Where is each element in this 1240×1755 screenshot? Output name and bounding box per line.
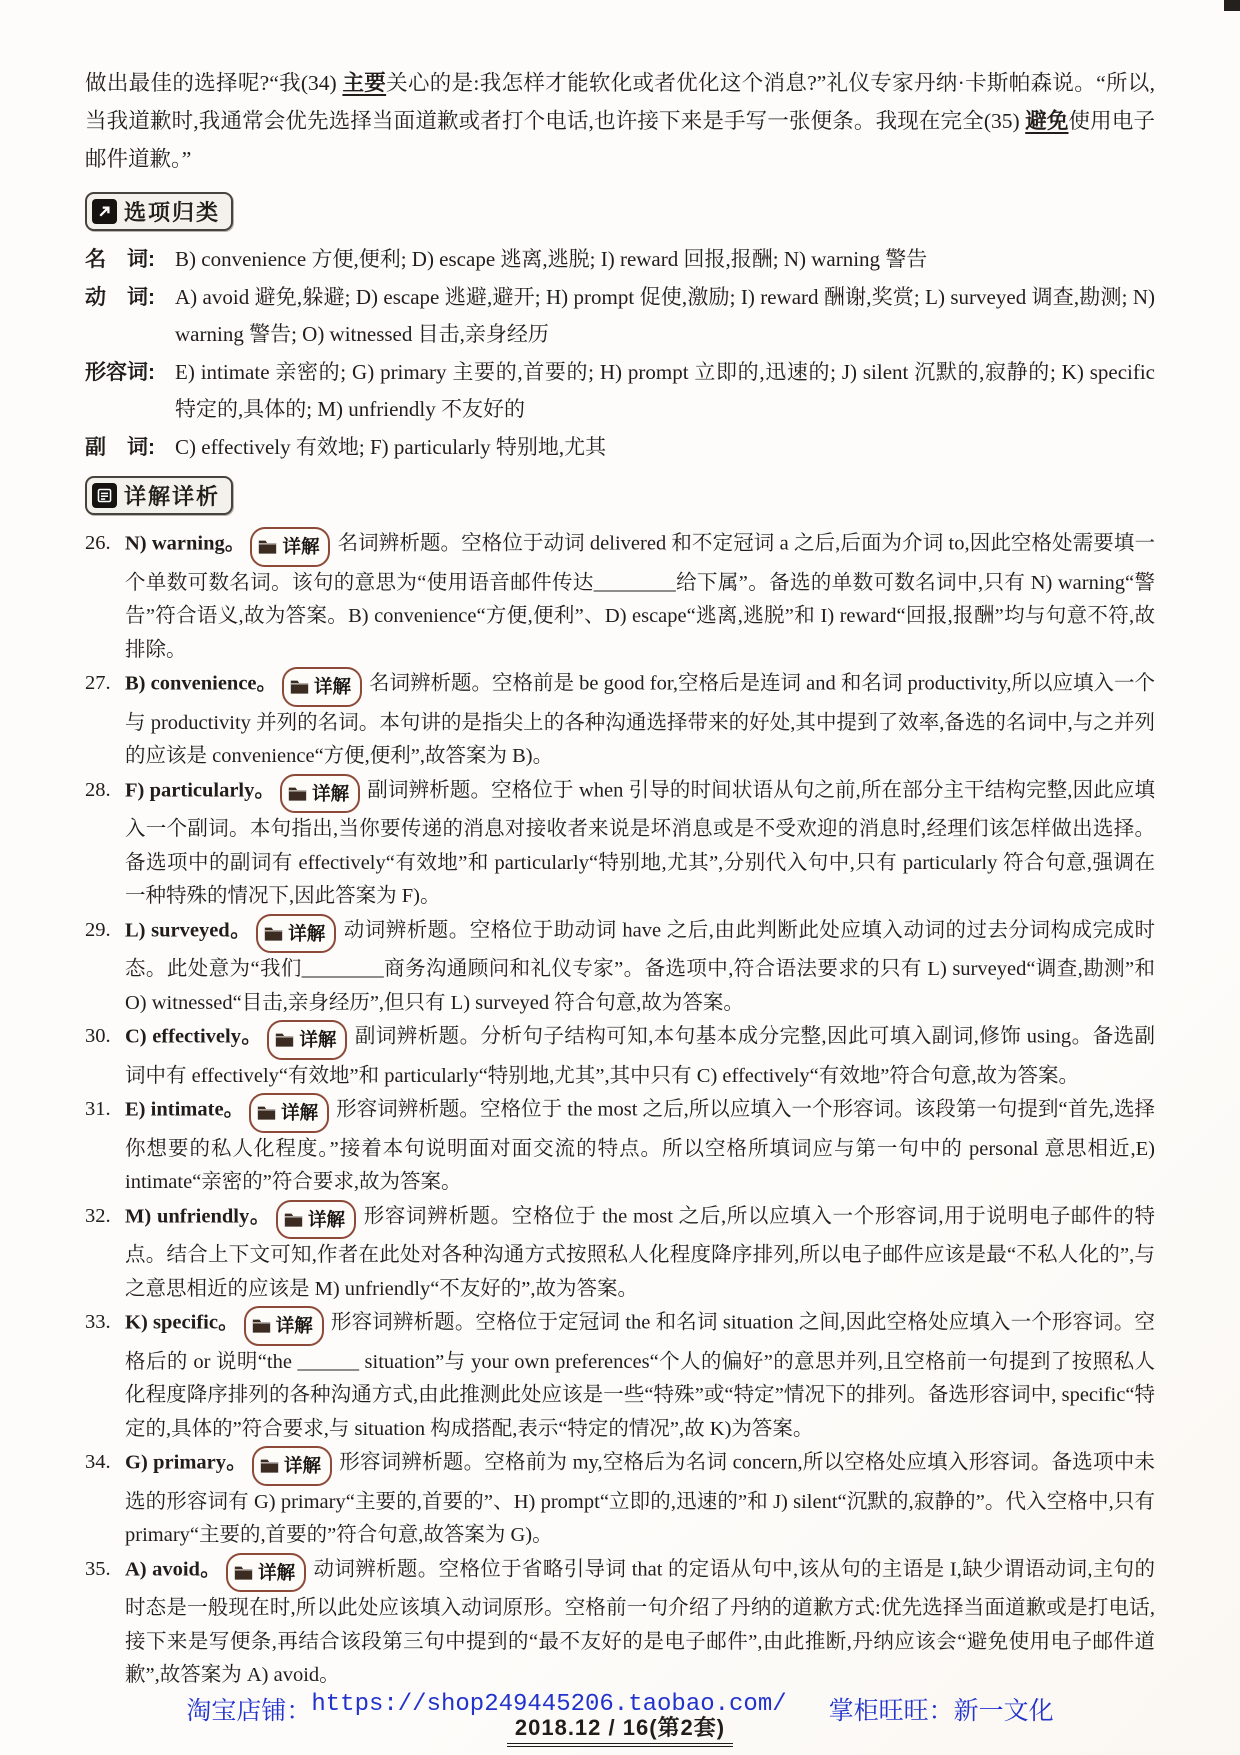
word-class-options: E) intimate 亲密的; G) primary 主要的,首要的; H) prompt 立即的,迅速的; J) silent 沉默的,寂静的; K) specific 特定的,具体的; M) unfriendly 不友好的	[175, 359, 1155, 421]
detail-badge-label: 详解	[308, 1208, 346, 1230]
intro-paragraph	[85, 64, 1155, 178]
text-run: 做出最佳的选择呢?“我(34)	[85, 71, 343, 95]
section-title-analysis: 详解详析	[124, 484, 221, 509]
item-answer: M) unfriendly。	[125, 1204, 272, 1227]
item-number: 32.	[85, 1204, 111, 1227]
item-explanation: 动词辨析题。空格位于省略引导词 that 的定语从句中,该从句的主语是 I,缺少谓语动词,主句的时态是一般现在时,所以此处应该填入动词原形。空格前一句介绍了丹纳的道歉方式:优先选择当面道歉或是打电话,接下来是写便条,再结合该段第三句中提到的“最不友好的是电子邮件”,由此推断,丹纳应该会“避免使用电子邮件道歉”,故答案为 A) avoid。	[125, 1557, 1155, 1686]
explanation-item	[85, 914, 1155, 1021]
item-answer: K) specific。	[125, 1311, 239, 1334]
section-title-options: 选项归类	[124, 200, 221, 225]
detail-badge-label: 详解	[283, 1455, 321, 1476]
detail-badge	[244, 1306, 324, 1346]
detail-badge-label: 详解	[299, 1029, 337, 1050]
taobao-shop-url: https://shop249445206.taobao.com/	[311, 1691, 787, 1718]
word-class-row	[85, 429, 1155, 467]
folder-icon	[234, 1565, 253, 1580]
item-answer: N) warning。	[125, 532, 246, 555]
explanation-item	[85, 527, 1155, 667]
item-number: 31.	[85, 1098, 111, 1120]
item-answer: F) particularly。	[125, 778, 276, 801]
word-class-row	[85, 241, 1155, 279]
item-answer: G) primary。	[125, 1451, 247, 1474]
item-answer: E) intimate。	[125, 1098, 245, 1121]
detail-badge-label: 详解	[314, 676, 352, 697]
word-class-options: B) convenience 方便,便利; D) escape 逃离,逃脱; I) reward 回报,报酬; N) warning 警告	[175, 247, 928, 271]
item-explanation: 形容词辨析题。空格位于 the most 之后,所以应填入一个形容词,用于说明电子邮件的特点。结合上下文可知,作者在此处对各种沟通方式按照私人化程度降序排列,所以电子邮件应该是最“不私人化的”,与之意思相近的应该是 M) unfriendly“不友好的”,故为答案。	[125, 1204, 1155, 1300]
explanation-item	[85, 1553, 1155, 1693]
item-explanation: 形容词辨析题。空格前为 my,空格后为名词 concern,所以空格处应填入形容词。备选项中未选的形容词有 G) primary“主要的,首要的”、H) prompt“立即的,迅速的”和 J) silent“沉默的,寂静的”。代入空格中,只有 primary“主要的,首要的”符合句意,故答案为 G)。	[125, 1451, 1155, 1546]
folder-icon	[275, 1032, 294, 1047]
item-number: 34.	[85, 1451, 111, 1473]
folder-icon	[290, 679, 309, 694]
item-explanation: 名词辨析题。空格前是 be good for,空格后是连词 and 和名词 productivity,所以应填入一个与 productivity 并列的名词。本句讲的是指尖上的各种沟通选择带来的好处,其中提到了效率,备选的名词中,与之并列的应该是 convenience“方便,便利”,故答案为 B)。	[125, 672, 1155, 767]
detail-badge	[276, 1200, 356, 1240]
detail-badge	[280, 774, 360, 814]
detail-badge	[252, 1446, 332, 1486]
item-answer: C) effectively。	[125, 1025, 263, 1048]
item-number: 35.	[85, 1557, 111, 1580]
detail-badge	[282, 667, 362, 707]
word-class-row	[85, 279, 1155, 354]
spacer	[787, 1691, 829, 1727]
word-class-label: 形容词:	[85, 360, 155, 384]
scan-corner-mark	[1224, 0, 1240, 11]
detail-badge-label: 详解	[288, 922, 326, 944]
item-answer: A) avoid。	[125, 1557, 222, 1580]
item-number: 26.	[85, 532, 111, 554]
folder-icon	[257, 1105, 276, 1120]
detail-badge	[256, 914, 336, 954]
detail-badge	[249, 1093, 329, 1133]
detail-badge	[250, 527, 330, 567]
explanation-item	[85, 667, 1155, 774]
word-class-label: 动 词:	[85, 285, 155, 309]
detail-badge	[267, 1020, 347, 1060]
item-number: 33.	[85, 1311, 111, 1333]
item-number: 27.	[85, 672, 111, 694]
detail-badge-label: 详解	[312, 782, 350, 804]
memo-icon	[92, 483, 117, 508]
detail-badge-label: 详解	[281, 1102, 319, 1123]
item-number: 30.	[85, 1025, 111, 1047]
item-number: 29.	[85, 918, 111, 941]
folder-icon	[284, 1212, 303, 1227]
arrow-up-right-icon	[92, 199, 117, 224]
word-class-list	[85, 241, 1155, 466]
detail-badge-label: 详解	[258, 1561, 296, 1583]
detail-badge-label: 详解	[275, 1315, 313, 1336]
item-explanation: 名词辨析题。空格位于动词 delivered 和不定冠词 a 之后,后面为介词 to,因此空格处需要填一个单数可数名词。该句的意思为“使用语音邮件传达________给下属”。备选的单数可数名词中,只有 N) warning“警告”符合语义,故为答案。B) convenience“方便,便利”、D) escape“逃离,逃脱”和 I) reward“回报,报酬”均与句意不符,故排除。	[125, 532, 1155, 661]
item-answer: L) surveyed。	[125, 918, 252, 941]
item-explanation: 副词辨析题。分析句子结构可知,本句基本成分完整,因此可填入副词,修饰 using。备选副词中有 effectively“有效地”和 particularly“特别地,尤其”,其中只有 C) effectively“有效地”符合句意,故为答案。	[125, 1025, 1155, 1087]
explanation-item	[85, 1446, 1155, 1553]
page-number-label: 2018.12 / 16(第2套)	[507, 1715, 733, 1747]
text-run: 使用电子邮件道歉。”	[85, 109, 1155, 171]
section-header-options	[85, 192, 233, 231]
item-explanation: 副词辨析题。空格位于 when 引导的时间状语从句之前,所在部分主干结构完整,因此应填入一个副词。本句指出,当你要传递的消息对接收者来说是坏消息或是不受欢迎的消息时,经理们该怎样做出选择。备选项中的副词有 effectively“有效地”和 particularly“特别地,尤其”,分别代入句中,只有 particularly 符合句意,强调在一种特殊的情况下,因此答案为 F)。	[125, 778, 1155, 907]
word-class-label: 名 词:	[85, 248, 155, 271]
word-class-options: C) effectively 有效地; F) particularly 特别地,尤其	[175, 434, 607, 459]
taobao-shop-label: 淘宝店铺：	[186, 1698, 312, 1725]
underlined-keyword: 主要	[342, 71, 387, 95]
folder-icon	[260, 1458, 279, 1473]
item-answer: B) convenience。	[125, 672, 278, 695]
explanation-item	[85, 1020, 1155, 1093]
explanation-item	[85, 774, 1155, 914]
item-number: 28.	[85, 778, 111, 801]
text-run: 关心的是:我怎样才能软化或者优化这个消息?”礼仪专家丹纳·卡斯帕森说。“所以,当我道歉时,我通常会优先选择当面道歉或者打个电话,也许接下来是手写一张便条。我现在完全(35)	[85, 71, 1156, 133]
word-class-options: A) avoid 避免,躲避; D) escape 逃避,避开; H) prompt 促使,激励; I) reward 酬谢,奖赏; L) surveyed 调查,勘测; N) warning 警告; O) witnessed 目击,亲身经历	[175, 284, 1155, 346]
detail-badge	[226, 1553, 306, 1593]
folder-icon	[288, 786, 307, 801]
section-header-analysis	[85, 476, 233, 515]
analysis-items	[85, 527, 1155, 1693]
shop-info	[0, 1691, 1240, 1727]
folder-icon	[258, 539, 277, 554]
detail-badge-label: 详解	[282, 536, 320, 557]
item-explanation: 形容词辨析题。空格位于定冠词 the 和名词 situation 之间,因此空格处应填入一个形容词。空格后的 or 说明“the ______ situation”与 your own preferences“个人的偏好”的意思并列,且空格前一句提到了按照私人化程度降序排列的各种沟通方式,由此推测此处应该是一些“特殊”或“特定”情况下的排列。备选形容词中, specific“特定的,具体的”符合要求,与 situation 构成搭配,表示“特定的情况”,故 K)为答案。	[125, 1311, 1155, 1440]
wangwang-text: 掌柜旺旺：新一文化	[828, 1698, 1054, 1725]
underlined-keyword: 避免	[1025, 109, 1069, 133]
folder-icon	[264, 926, 283, 941]
explanation-item	[85, 1306, 1155, 1446]
item-explanation: 动词辨析题。空格位于助动词 have 之后,由此判断此处应填入动词的过去分词构成完成时态。此处意为“我们________商务沟通顾问和礼仪专家”。备选项中,符合语法要求的只有 L) surveyed“调查,勘测”和 O) witnessed“目击,亲身经历”,但只有 L) surveyed 符合句意,故为答案。	[125, 918, 1155, 1014]
word-class-label: 副 词:	[85, 435, 155, 459]
folder-icon	[252, 1318, 271, 1333]
item-explanation: 形容词辨析题。空格位于 the most 之后,所以应填入一个形容词。该段第一句提到“首先,选择你想要的私人化程度。”接着本句说明面对面交流的特点。所以空格所填词应与第一句中的 personal 意思相近,E) intimate“亲密的”符合要求,故为答案。	[125, 1098, 1155, 1193]
explanation-item	[85, 1093, 1155, 1200]
word-class-row	[85, 354, 1155, 429]
explanation-item	[85, 1200, 1155, 1307]
